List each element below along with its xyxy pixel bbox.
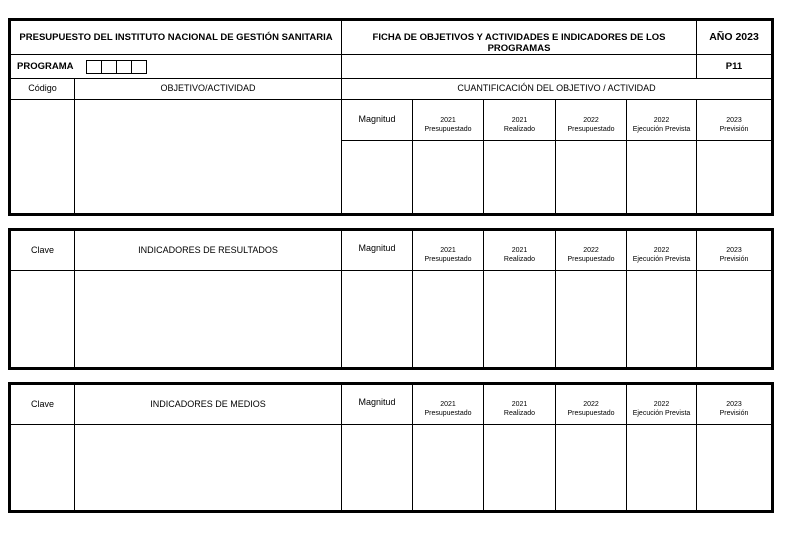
magnitude-input[interactable] bbox=[342, 141, 413, 216]
results-key-input[interactable] bbox=[11, 271, 75, 367]
col-year: 2023 bbox=[726, 247, 742, 254]
col-2022-budget-input[interactable] bbox=[556, 141, 627, 216]
results-title-cell bbox=[75, 231, 342, 271]
col-label: Presupuestado bbox=[424, 256, 472, 263]
means-title: INDICADORES DE MEDIOS bbox=[150, 399, 266, 409]
means-indicator-input[interactable] bbox=[75, 425, 342, 510]
code-column[interactable] bbox=[11, 100, 75, 216]
col-year: 2022 bbox=[653, 401, 670, 408]
col-year: 2021 bbox=[440, 247, 456, 254]
quantification-header: CUANTIFICACIÓN DEL OBJETIVO / ACTIVIDAD bbox=[457, 83, 656, 93]
col-year: 2022 bbox=[583, 117, 599, 124]
col-2021-actual-header bbox=[484, 385, 556, 425]
col-year: 2022 bbox=[653, 247, 670, 254]
programa-code-box-1[interactable] bbox=[86, 60, 102, 74]
magnitude-header: Magnitud bbox=[358, 114, 396, 124]
results-key-header-cell bbox=[11, 231, 75, 271]
col-2022-forecast-header bbox=[627, 385, 697, 425]
col-label: Realizado bbox=[503, 410, 536, 417]
means-key-header-cell bbox=[11, 385, 75, 425]
year-cell bbox=[697, 21, 771, 55]
col-2022-budget-header bbox=[556, 100, 627, 141]
results-indicator-input[interactable] bbox=[75, 271, 342, 367]
means-key-input[interactable] bbox=[11, 425, 75, 510]
results-title: INDICADORES DE RESULTADOS bbox=[138, 245, 278, 255]
col-label: Presupuestado bbox=[424, 410, 472, 417]
code-header: Código bbox=[28, 83, 57, 93]
col-2022-budget-input[interactable] bbox=[556, 271, 627, 367]
programa-code-box-3[interactable] bbox=[116, 60, 132, 74]
col-year: 2022 bbox=[653, 117, 670, 124]
magnitude-header: Magnitud bbox=[358, 243, 396, 253]
col-label: Ejecución Prevista bbox=[632, 126, 691, 133]
programa-code-box-4[interactable] bbox=[131, 60, 147, 74]
institution-cell bbox=[11, 21, 342, 55]
col-2022-forecast-input[interactable] bbox=[627, 271, 697, 367]
col-2021-actual-input[interactable] bbox=[484, 425, 556, 510]
col-label: Presupuestado bbox=[567, 256, 615, 263]
institution-title: PRESUPUESTO DEL INSTITUTO NACIONAL DE GESTIÓN SANITARIA bbox=[19, 32, 333, 43]
col-year: 2021 bbox=[511, 401, 528, 408]
col-label: Presupuestado bbox=[567, 126, 615, 133]
magnitude-input[interactable] bbox=[342, 271, 413, 367]
col-2023-forecast-header bbox=[697, 385, 771, 425]
col-2021-actual-input[interactable] bbox=[484, 141, 556, 216]
magnitude-header: Magnitud bbox=[358, 397, 396, 407]
col-2021-budget-input[interactable] bbox=[413, 271, 484, 367]
programa-label: PROGRAMA bbox=[17, 61, 74, 72]
col-year: 2022 bbox=[583, 247, 599, 254]
col-year: 2021 bbox=[440, 117, 456, 124]
programa-cell bbox=[11, 55, 342, 79]
means-title-cell bbox=[75, 385, 342, 425]
results-block bbox=[8, 228, 774, 370]
magnitude-header-cell bbox=[342, 100, 413, 141]
col-year: 2023 bbox=[726, 117, 742, 124]
means-key-header: Clave bbox=[30, 399, 54, 409]
col-2023-forecast-input[interactable] bbox=[697, 271, 771, 367]
magnitude-input[interactable] bbox=[342, 425, 413, 510]
form-code: P11 bbox=[725, 61, 743, 72]
magnitude-header-cell bbox=[342, 231, 413, 271]
col-2021-actual-header bbox=[484, 100, 556, 141]
col-2022-forecast-header bbox=[627, 100, 697, 141]
col-year: 2023 bbox=[726, 401, 742, 408]
col-2021-budget-input[interactable] bbox=[413, 141, 484, 216]
col-2022-forecast-input[interactable] bbox=[627, 425, 697, 510]
col-2022-forecast-header bbox=[627, 231, 697, 271]
means-block bbox=[8, 382, 774, 513]
col-label: Previsión bbox=[719, 256, 749, 263]
programa-code-box-2[interactable] bbox=[101, 60, 117, 74]
objective-header: OBJETIVO/ACTIVIDAD bbox=[160, 83, 256, 93]
col-label: Presupuestado bbox=[424, 126, 472, 133]
code-header-cell bbox=[11, 79, 75, 100]
col-2021-actual-header bbox=[484, 231, 556, 271]
programa-name-cell bbox=[342, 55, 697, 79]
col-2023-forecast-header bbox=[697, 231, 771, 271]
objectives-block bbox=[8, 18, 774, 216]
col-label: Ejecución Prevista bbox=[632, 256, 691, 263]
col-2021-budget-header bbox=[413, 100, 484, 141]
col-2023-forecast-header bbox=[697, 100, 771, 141]
col-2021-actual-input[interactable] bbox=[484, 271, 556, 367]
year-label: AÑO 2023 bbox=[709, 31, 759, 43]
col-2022-budget-header bbox=[556, 385, 627, 425]
objective-header-cell bbox=[75, 79, 342, 100]
col-label: Previsión bbox=[719, 126, 749, 133]
col-2021-budget-input[interactable] bbox=[413, 425, 484, 510]
objective-column[interactable] bbox=[75, 100, 342, 216]
col-year: 2021 bbox=[511, 117, 528, 124]
col-label: Ejecución Prevista bbox=[632, 410, 691, 417]
col-2021-budget-header bbox=[413, 231, 484, 271]
col-2023-forecast-input[interactable] bbox=[697, 425, 771, 510]
col-2021-budget-header bbox=[413, 385, 484, 425]
quantification-header-cell bbox=[342, 79, 771, 100]
form-title-cell bbox=[342, 21, 697, 55]
form-title: FICHA DE OBJETIVOS Y ACTIVIDADES E INDICADORES DE LOS PROGRAMAS bbox=[372, 32, 666, 54]
col-label: Presupuestado bbox=[567, 410, 615, 417]
col-2022-budget-header bbox=[556, 231, 627, 271]
col-2022-budget-input[interactable] bbox=[556, 425, 627, 510]
col-year: 2021 bbox=[511, 247, 528, 254]
col-2022-forecast-input[interactable] bbox=[627, 141, 697, 216]
col-year: 2021 bbox=[440, 401, 456, 408]
results-key-header: Clave bbox=[30, 245, 54, 255]
col-label: Realizado bbox=[503, 126, 536, 133]
col-2023-forecast-input[interactable] bbox=[697, 141, 771, 216]
form-code-cell bbox=[697, 55, 771, 79]
col-year: 2022 bbox=[583, 401, 599, 408]
col-label: Realizado bbox=[503, 256, 536, 263]
col-label: Previsión bbox=[719, 410, 749, 417]
magnitude-header-cell bbox=[342, 385, 413, 425]
